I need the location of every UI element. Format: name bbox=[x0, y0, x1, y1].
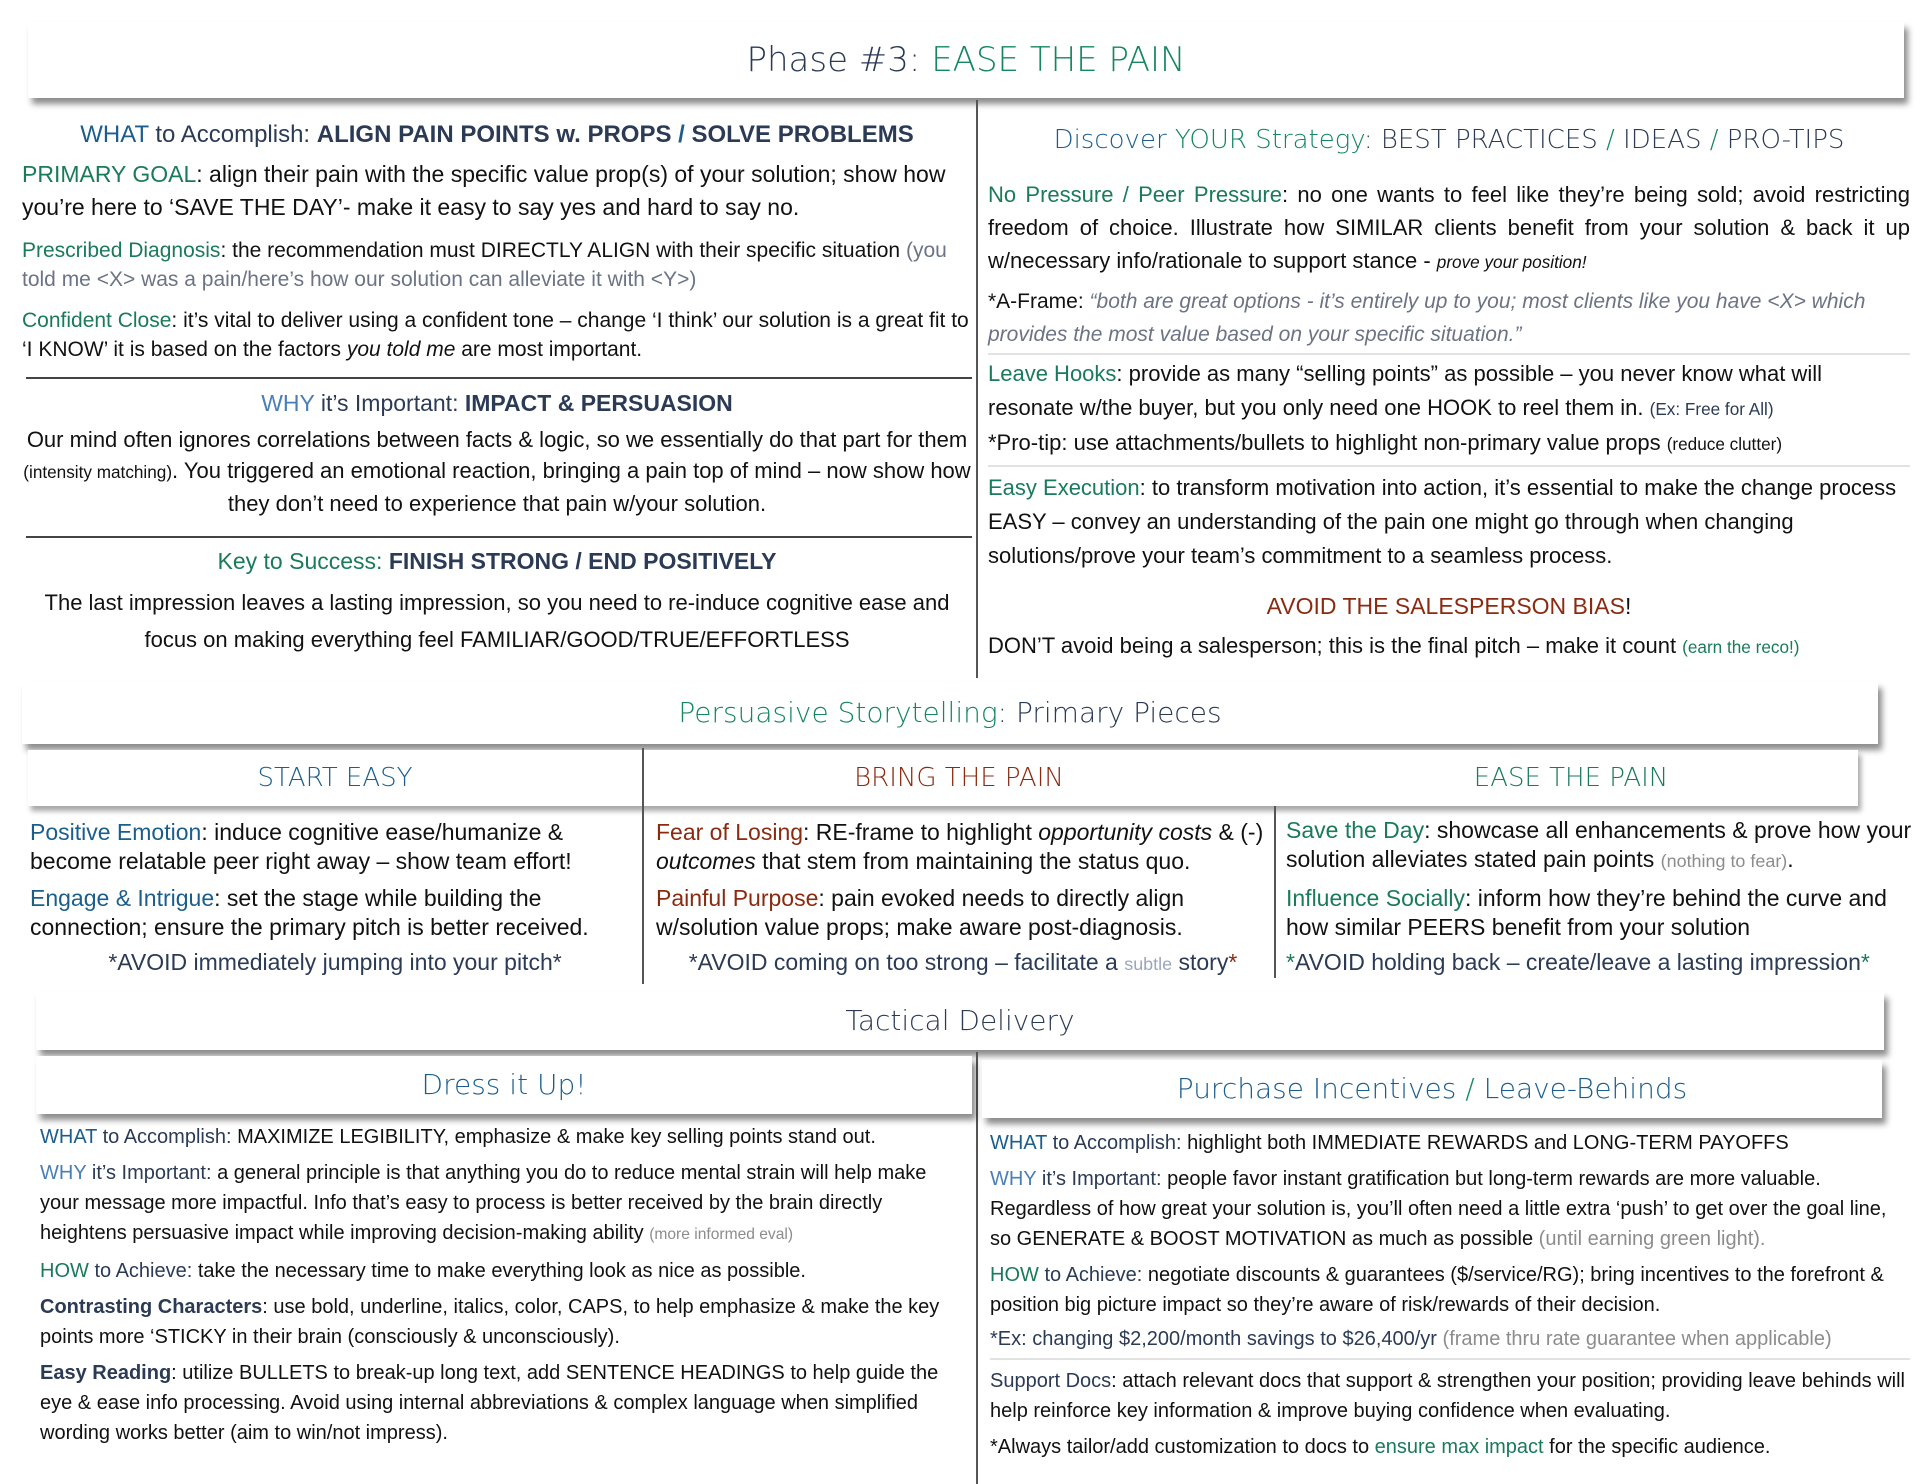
save-the-day: Save the Day: showcase all enhancements & prove how your solution alleviates stated pain points (nothing to fear). bbox=[1286, 817, 1912, 872]
top-column-divider bbox=[976, 100, 978, 678]
start-easy-avoid: *AVOID immediately jumping into your pitch* bbox=[108, 949, 562, 975]
right-column bbox=[988, 120, 1910, 664]
bring-pain-avoid: *AVOID coming on too strong – facilitate a subtle story* bbox=[688, 949, 1238, 975]
always-tailor: *Always tailor/add customization to docs to ensure max impact for the specific audience. bbox=[990, 1436, 1771, 1458]
why-word: WHY bbox=[261, 390, 315, 416]
contrasting-characters: Contrasting Characters: use bold, underline, italics, color, CAPS, to help emphasize & make the key points more ‘STICKY in their brain (consciously & unconsciously). bbox=[40, 1296, 940, 1348]
strategy-heading: Discover YOUR Strategy: BEST PRACTICES / IDEAS / PRO-TIPS bbox=[1053, 125, 1845, 155]
tactical-banner: Tactical Delivery bbox=[36, 992, 1884, 1050]
phase-title: EASE THE PAIN bbox=[931, 40, 1186, 80]
avoid-bias-text: DON’T avoid being a salesperson; this is the final pitch – make it count (earn the reco!) bbox=[988, 633, 1800, 658]
dress-content bbox=[40, 1122, 970, 1448]
dress-what: WHAT to Accomplish: MAXIMIZE LEGIBILITY, emphasize & make key selling points stand out. bbox=[40, 1126, 876, 1148]
easy-execution: Easy Execution: to transform motivation into action, it’s essential to make the change process EASY – convey an understanding of the pain one might go through when changing solutions/prove your team’s commitment to a seamless process. bbox=[988, 475, 1897, 568]
what-word: WHAT bbox=[80, 121, 149, 148]
right-divider-2 bbox=[988, 465, 1910, 467]
a-frame: *A-Frame: “both are great options - it’s entirely up to you; most clients like you have <X> which provides the most value based on your specific situation.” bbox=[988, 290, 1866, 346]
storytelling-banner: Persuasive Storytelling: Primary Pieces bbox=[22, 682, 1878, 744]
incentives-divider bbox=[990, 1358, 1910, 1360]
dress-how: HOW to Achieve: take the necessary time to make everything look as nice as possible. bbox=[40, 1260, 806, 1282]
bring-pain-title: BRING THE PAIN bbox=[854, 763, 1064, 793]
incentives-why: WHY it’s Important: people favor instant gratification but long-term rewards are more valuable. Regardless of how great your solution is, you’ll often need a little extra ‘push’ to get over the goal line, so GENERATE & BOOST MOTIVATION as much as possible (until earning green light). bbox=[990, 1168, 1887, 1250]
confident-close: Confident Close: it’s vital to deliver using a confident tone – change ‘I think’ our solution is a great fit to ‘I KNOW’ it is based on the factors you told me are most important. bbox=[22, 309, 969, 361]
bring-pain-column bbox=[656, 818, 1270, 979]
key-heading: Key to Success: FINISH STRONG / END POSITIVELY bbox=[217, 548, 777, 574]
left-divider-1 bbox=[26, 377, 972, 379]
incentives-example: *Ex: changing $2,200/month savings to $26,400/yr (frame thru rate guarantee when applicable) bbox=[990, 1328, 1832, 1350]
story-divider-2 bbox=[1274, 806, 1276, 978]
confident-label: Confident Close bbox=[22, 309, 172, 332]
start-easy-column bbox=[30, 818, 640, 977]
easy-reading: Easy Reading: utilize BULLETS to break-up long text, add SENTENCE HEADINGS to help guide the eye & ease info processing. Avoid using internal abbreviations & complex language when simplified wording works better (aim to win/not impress). bbox=[40, 1362, 939, 1444]
prescribed-label: Prescribed Diagnosis bbox=[22, 239, 221, 262]
engage-intrigue: Engage & Intrigue: set the stage while building the connection; ensure the primary pitch is better received. bbox=[30, 885, 589, 940]
dress-header: Dress it Up! bbox=[36, 1056, 972, 1114]
tactical-divider bbox=[976, 1052, 978, 1484]
ease-pain-title: EASE THE PAIN bbox=[1473, 763, 1669, 793]
right-divider-1 bbox=[988, 353, 1910, 355]
why-heading: WHY it’s Important: IMPACT & PERSUASION bbox=[261, 390, 733, 416]
story-divider-1 bbox=[642, 748, 644, 984]
dress-why: WHY it’s Important: a general principle is that anything you do to reduce mental strain will help make your message more impactful. Info that’s easy to process is better received by the brain directly heightens persuasive impact while improving decision-making ability (more informed eval) bbox=[40, 1162, 927, 1244]
incentives-content bbox=[990, 1128, 1910, 1462]
left-column bbox=[22, 118, 972, 364]
start-easy-title: START EASY bbox=[257, 763, 413, 793]
no-pressure: No Pressure / Peer Pressure: no one wants to feel like they’re being sold; avoid restricting freedom of choice. Illustrate how SIMILAR clients benefit from your solution & back it up w/necessary info/rationale to support stance - prove your position! bbox=[988, 182, 1910, 273]
phase-banner bbox=[28, 22, 1904, 98]
phase-prefix: Phase #3: bbox=[746, 40, 932, 80]
influence-socially: Influence Socially: inform how they’re behind the curve and how similar PEERS benefit from your solution bbox=[1286, 885, 1887, 940]
ease-pain-column bbox=[1286, 816, 1916, 977]
incentives-how: HOW to Achieve: negotiate discounts & guarantees ($/service/RG); bring incentives to the forefront & position big picture impact so they’re aware of risk/rewards of their decision. bbox=[990, 1264, 1884, 1316]
key-text: The last impression leaves a lasting impression, so you need to re-induce cognitive ease and focus on making everything feel FAMILIAR/GOOD/TRUE/EFFORTLESS bbox=[44, 590, 950, 652]
ease-pain-avoid: *AVOID holding back – create/leave a lasting impression* bbox=[1286, 949, 1870, 975]
leave-hooks: Leave Hooks: provide as many “selling points” as possible – you never know what will resonate w/the buyer, but you only need one HOOK to reel them in. (Ex: Free for All) bbox=[988, 361, 1822, 420]
incentives-what: WHAT to Accomplish: highlight both IMMEDIATE REWARDS and LONG-TERM PAYOFFS bbox=[990, 1132, 1789, 1154]
avoid-bias-heading: AVOID THE SALESPERSON BIAS! bbox=[1266, 593, 1632, 619]
support-docs: Support Docs: attach relevant docs that support & strengthen your position; providing leave behinds will help reinforce key information & improve buying confidence when evaluating. bbox=[990, 1370, 1905, 1422]
painful-purpose: Painful Purpose: pain evoked needs to directly align w/solution value props; make aware post-diagnosis. bbox=[656, 885, 1185, 940]
why-section bbox=[22, 386, 972, 519]
prescribed-diagnosis: Prescribed Diagnosis: the recommendation must DIRECTLY ALIGN with their specific situation (you told me <X> was a pain/here’s how our solution can alleviate it with <Y>) bbox=[22, 239, 947, 291]
positive-emotion: Positive Emotion: induce cognitive ease/humanize & become relatable peer right away – show team effort! bbox=[30, 819, 572, 874]
primary-goal: PRIMARY GOAL: align their pain with the specific value prop(s) of your solution; show how you’re here to ‘SAVE THE DAY’- make it easy to say yes and hard to say no. bbox=[22, 161, 946, 220]
primary-goal-label: PRIMARY GOAL bbox=[22, 161, 197, 187]
key-section bbox=[22, 544, 972, 658]
pro-tip: *Pro-tip: use attachments/bullets to highlight non-primary value props (reduce clutter) bbox=[988, 430, 1783, 455]
fear-of-losing: Fear of Losing: RE-frame to highlight opportunity costs & (-) outcomes that stem from maintaining the status quo. bbox=[656, 819, 1264, 874]
incentives-header: Purchase Incentives / Leave-Behinds bbox=[982, 1060, 1882, 1118]
why-text: Our mind often ignores correlations between facts & logic, so we essentially do that part for them (intensity matching). You triggered an emotional reaction, bringing a pain top of mind – now show how they don’t need to experience that pain w/your solution. bbox=[23, 427, 971, 516]
what-heading: WHAT to Accomplish: ALIGN PAIN POINTS w. PROPS / SOLVE PROBLEMS bbox=[80, 121, 914, 148]
left-divider-2 bbox=[26, 536, 972, 538]
